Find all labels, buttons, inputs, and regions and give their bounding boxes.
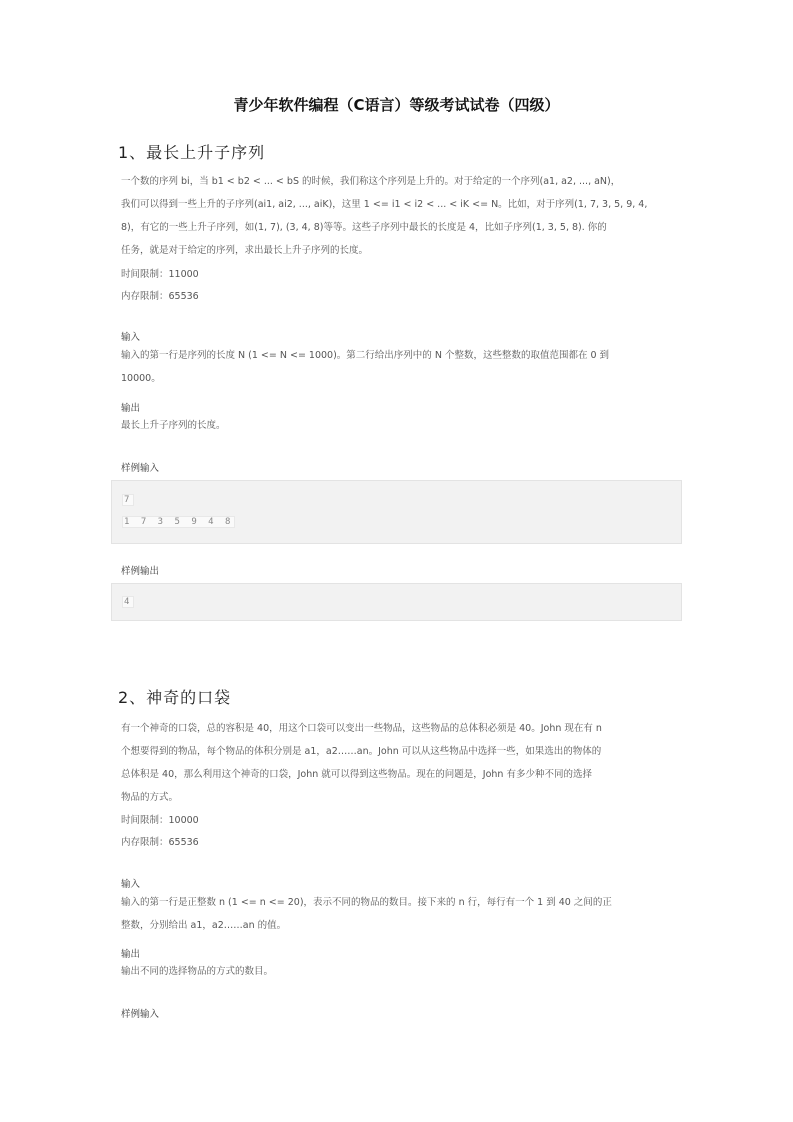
memory-limit: 内存限制：65536	[121, 837, 199, 848]
input-line: 10000。	[121, 373, 161, 384]
memory-limit: 内存限制：65536	[121, 291, 199, 302]
problem-1-description	[121, 170, 676, 262]
output-line: 最长上升子序列的长度。	[121, 420, 226, 431]
input-label: 输入	[121, 879, 141, 890]
problem-1-heading: 1、最长上升子序列	[118, 143, 266, 162]
description-line: 一个数的序列 bi，当 b1 < b2 < ... < bS 的时候，我们称这个序列是上升的。对于给定的一个序列(a1, a2, ..., aN)，	[121, 176, 621, 187]
output-label: 输出	[121, 403, 141, 414]
description-line: 任务，就是对于给定的序列，求出最长上升子序列的长度。	[121, 245, 369, 256]
sample-output-label: 样例输出	[121, 566, 160, 577]
sample-input-label: 样例输入	[121, 463, 160, 474]
output-label: 输出	[121, 949, 141, 960]
output-line: 输出不同的选择物品的方式的数目。	[121, 966, 274, 977]
code-line: 7	[124, 495, 133, 505]
sample-input-label: 样例输入	[121, 1009, 160, 1020]
input-line: 输入的第一行是序列的长度 N (1 <= N <= 1000)。第二行给出序列中的 N 个整数，这些整数的取值范围都在 0 到	[121, 350, 610, 361]
description-line: 物品的方式。	[121, 792, 179, 803]
input-label: 输入	[121, 332, 141, 343]
problem-2-description	[121, 717, 676, 809]
description-line: 有一个神奇的口袋，总的容积是 40，用这个口袋可以变出一些物品，这些物品的总体积必须是 40。John 现在有 n	[121, 723, 602, 734]
description-line: 我们可以得到一些上升的子序列(ai1, ai2, ..., aiK)，这里 1 <= i1 < i2 < ... < iK <= N。比如，对于序列(1, 7, 3, 5, 9, 4,	[121, 199, 648, 210]
description-line: 8)，有它的一些上升子序列，如(1, 7), (3, 4, 8)等等。这些子序列中最长的长度是 4，比如子序列(1, 3, 5, 8). 你的	[121, 222, 607, 233]
code-line: 4	[124, 597, 133, 607]
problem-2-limits	[121, 810, 199, 854]
code-line: 1 7 3 5 9 4 8	[124, 517, 234, 527]
sample-output-box	[111, 583, 682, 621]
description-line: 个想要得到的物品，每个物品的体积分别是 a1，a2……an。John 可以从这些物品中选择一些，如果选出的物体的	[121, 746, 602, 757]
time-limit: 时间限制：10000	[121, 815, 199, 826]
input-description	[121, 344, 676, 390]
description-line: 总体积是 40，那么利用这个神奇的口袋，John 就可以得到这些物品。现在的问题是，John 有多少种不同的选择	[121, 769, 592, 780]
input-description	[121, 891, 676, 937]
input-line: 整数，分别给出 a1，a2……an 的值。	[121, 920, 287, 931]
output-description	[121, 414, 676, 437]
problem-2-heading: 2、神奇的口袋	[118, 688, 232, 707]
problem-1-limits	[121, 264, 199, 308]
input-line: 输入的第一行是正整数 n (1 <= n <= 20)，表示不同的物品的数目。接下来的 n 行，每行有一个 1 到 40 之间的正	[121, 897, 612, 908]
document-title: 青少年软件编程（C语言）等级考试试卷（四级）	[233, 96, 560, 114]
sample-input-box	[111, 480, 682, 544]
output-description	[121, 960, 676, 983]
time-limit: 时间限制：11000	[121, 269, 199, 280]
